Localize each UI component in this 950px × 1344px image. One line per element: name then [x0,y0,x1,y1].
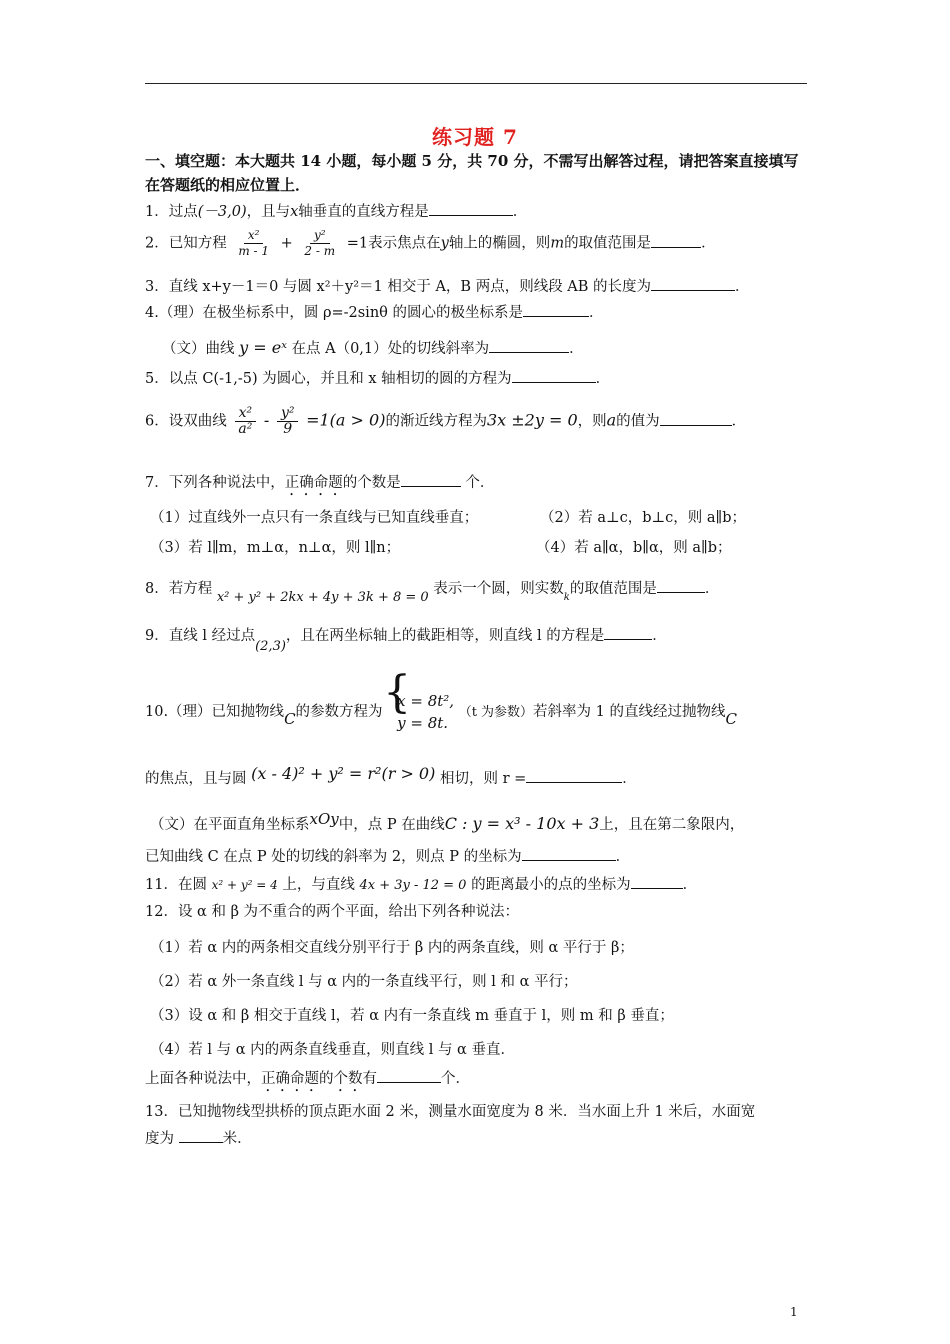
question-4: 4.（理）在极坐标系中，圆 ρ=-2sinθ 的圆心的极坐标系是 ． [145,302,604,323]
answer-blank[interactable] [489,338,569,353]
answer-blank[interactable] [512,368,596,383]
answer-blank[interactable] [651,276,735,291]
answer-blank[interactable] [377,1068,441,1083]
q7-item-4: （4）若 a∥α，b∥α，则 a∥b； [536,540,732,556]
page-title: 练习题 7 [432,125,518,149]
answer-blank[interactable] [651,233,701,248]
question-12-end: 上面各种说法中，正确命题的个数有 个． [145,1068,470,1095]
answer-blank[interactable] [657,578,705,593]
question-10: 10.（理）已知抛物线C的参数方程为 { x = 8t², y = 8t. （t 为参数）若斜率为 1 的直线经过抛物线C [145,690,737,734]
answer-blank[interactable] [631,874,683,889]
question-10-cont: 的焦点，且与圆 (x - 4)² + y² = r²(r > 0) 相切，则 r = ． [145,764,637,787]
question-13-line2: 度为 米． [145,1128,252,1149]
q12-item-1: （1）若 α 内的两条相交直线分别平行于 β 内的两条直线，则 α 平行于 β； [150,940,634,956]
question-11: 11．在圆 x² + y² = 4 上，与直线 4x + 3y - 12 = 0 的距离最小的点的坐标为 ． [145,874,697,896]
answer-blank[interactable] [401,472,461,487]
page-number: 1 [790,1305,798,1319]
answer-blank[interactable] [179,1128,223,1143]
section-heading-line2: 在答题纸的相应位置上． [145,176,311,194]
q12-item-3: （3）设 α 和 β 相交于直线 l，若 α 内有一条直线 m 垂直于 l，则 m 和 β 垂直； [150,1008,674,1024]
question-8: 8．若方程 x² + y² + 2kx + 4y + 3k + 8 = 0 表示一个圆，则实数$_k$的取值范围是 ． [145,578,719,601]
question-6: 6．设双曲线 $\frac{\text{x²}}{\text{a²}}$ - $\frac{\text{y²}}{9}$ =1(a > 0)的渐近线方程为3x ±2y = 0，则a的值为 ． [145,405,747,437]
q7-item-2: （2）若 a⊥c，b⊥c，则 a∥b； [540,510,747,526]
answer-blank[interactable] [523,302,589,317]
question-4-wen: （文）曲线 y = eˣ 在点 A（0,1）处的切线斜率为 ． [162,338,584,357]
question-2: 2．已知方程 $\frac{\text{x²}}{m - 1}$ + $\frac{\text{y²}}{2 - m}$ =1表示焦点在y轴上的椭圆，则m的取值范围是 ． [145,228,716,258]
section-heading-line1: 一、填空题：本大题共 14 小题，每小题 5 分，共 70 分，不需写出解答过程，请把答案直接填写 [145,152,799,170]
question-5: 5．以点 C(-1,-5) 为圆心，并且和 x 轴相切的圆的方程为 ． [145,368,610,389]
answer-blank[interactable] [526,768,622,783]
answer-blank[interactable] [522,846,616,861]
parametric-system: { x = 8t², y = 8t. [387,690,454,734]
question-10-wen-cont: 已知曲线 C 在点 P 处的切线的斜率为 2，则点 P 的坐标为 ． [145,846,630,867]
question-12: 12．设 α 和 β 为不重合的两个平面，给出下列各种说法： [145,904,520,920]
question-7: 7．下列各种说法中，正确命题的个数是 个． [145,472,494,499]
question-9: 9．直线 l 经过点(2,3)，且在两坐标轴上的截距相等，则直线 l 的方程是 ． [145,625,667,647]
q7-item-1: （1）过直线外一点只有一条直线与已知直线垂直； [150,510,479,526]
question-1: 1．过点(－3,0)，且与x轴垂直的直线方程是 ． [145,201,527,222]
q7-item-3: （3）若 l∥m，m⊥α，n⊥α，则 l∥n； [150,540,401,556]
question-13-line1: 13．已知抛物线型拱桥的顶点距水面 2 米，测量水面宽度为 8 米．当水面上升 1 米后，水面宽 [145,1104,756,1120]
question-10-wen: （文）在平面直角坐标系xOy中，点 P 在曲线C : y = x³ - 10x + 3上，且在第二象限内， [150,810,745,833]
question-3: 3．直线 x+y－1＝0 与圆 x²＋y²＝1 相交于 A，B 两点，则线段 AB 的长度为 ． [145,276,750,297]
q12-item-4: （4）若 l 与 α 内的两条直线垂直，则直线 l 与 α 垂直． [150,1042,515,1058]
answer-blank[interactable] [604,625,652,640]
answer-blank[interactable] [660,411,732,426]
fraction: $\frac{\text{x²}}{\text{a²}}$ [234,406,256,437]
header-rule [145,83,807,84]
q12-item-2: （2）若 α 外一条直线 l 与 α 内的一条直线平行，则 l 和 α 平行； [150,974,578,990]
fraction: $\frac{\text{x²}}{m - 1}$ [238,228,270,258]
fraction: $\frac{\text{y²}}{9}$ [277,406,299,437]
answer-blank[interactable] [429,201,513,216]
fraction: $\frac{\text{y²}}{2 - m}$ [304,228,336,258]
